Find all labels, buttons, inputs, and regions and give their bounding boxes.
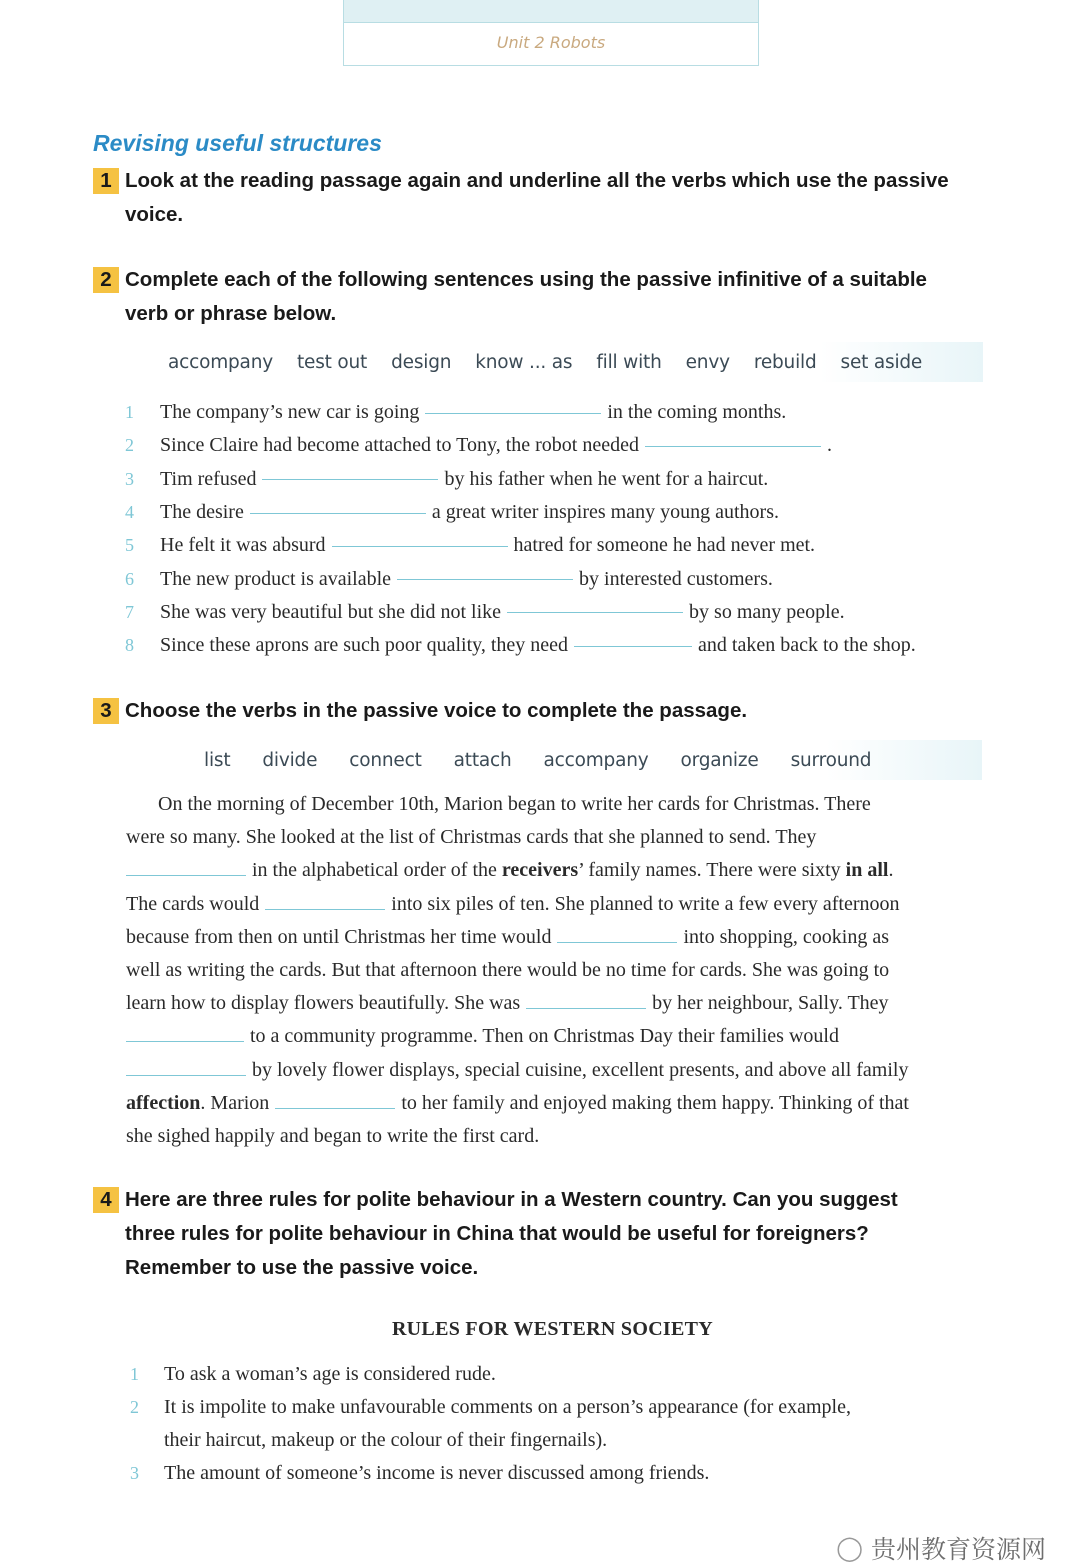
word-bank-item: accompany: [168, 351, 273, 373]
sentence-text: by his father when he went for a haircut.: [444, 467, 769, 490]
passage-line: [126, 921, 1012, 954]
passage-text: to her family and enjoyed making them happy. Thinking of that: [401, 1091, 909, 1114]
sentence-item: [125, 562, 1025, 595]
answer-blank[interactable]: [645, 445, 821, 447]
rules-title: RULES FOR WESTERN SOCIETY: [391, 1318, 714, 1340]
sentence-item: [125, 396, 1025, 429]
rule-text: To ask a woman’s age is considered rude.: [164, 1363, 496, 1385]
word-bank-item: envy: [685, 351, 730, 373]
header-band: [344, 0, 758, 23]
sentence-item: [125, 429, 1025, 462]
sentence-text: .: [826, 434, 832, 457]
sentence-text: Tim refused: [160, 467, 257, 490]
rule-number: 1: [130, 1364, 139, 1384]
word-bank-item: surround: [790, 749, 872, 771]
rule-number: 3: [130, 1463, 139, 1483]
passage-text: because from then on until Christmas her time would: [126, 925, 552, 948]
rule-item: [130, 1391, 1010, 1457]
rules-list: [130, 1358, 1010, 1490]
passage-text: .: [888, 859, 894, 882]
answer-blank[interactable]: [250, 512, 426, 514]
answer-blank[interactable]: [332, 545, 508, 547]
cloze-passage: [126, 788, 1012, 1153]
passage-line: [126, 987, 1012, 1020]
unit-label: Unit 2 Robots: [496, 33, 606, 52]
passage-text: into shopping, cooking as: [683, 925, 890, 948]
task-3-line-1: Choose the verbs in the passive voice to complete the passage.: [125, 699, 748, 722]
wechat-icon: ◯: [836, 1534, 863, 1562]
answer-blank[interactable]: [126, 874, 246, 876]
answer-blank[interactable]: [425, 412, 601, 414]
answer-blank[interactable]: [126, 1040, 244, 1042]
sentence-item: [125, 529, 1025, 562]
passage-line: well as writing the cards. But that afternoon there would be no time for cards. She was going to: [126, 958, 890, 981]
passage-line: On the morning of December 10th, Marion began to write her cards for Christmas. There: [158, 793, 871, 815]
passage-bold-text: affection: [126, 1091, 201, 1114]
passage-line: [126, 1054, 1012, 1087]
word-bank-item: design: [391, 351, 452, 373]
word-bank-item: connect: [349, 749, 422, 771]
passage-text: to a community programme. Then on Christmas Day their families would: [250, 1025, 839, 1048]
word-bank-item: list: [204, 749, 231, 771]
answer-blank[interactable]: [126, 1074, 246, 1076]
word-bank-item: divide: [262, 749, 318, 771]
task-4-line-1: Here are three rules for polite behaviour in a Western country. Can you suggest: [125, 1188, 898, 1211]
rule-item: [130, 1358, 1010, 1391]
word-bank-task-2: [168, 342, 983, 382]
task-4-line-3: Remember to use the passive voice.: [125, 1256, 479, 1279]
passage-text: learn how to display flowers beautifully. She was: [126, 992, 521, 1015]
sentence-item: [125, 463, 1025, 496]
word-bank-item: rebuild: [753, 351, 817, 373]
answer-blank[interactable]: [265, 908, 385, 910]
sentence-number: 4: [125, 502, 134, 523]
passage-line: [126, 854, 1012, 887]
sentence-text: by interested customers.: [579, 567, 773, 590]
sentence-item: [125, 629, 1025, 662]
sentence-text: The company’s new car is going: [160, 401, 420, 424]
rule-item: [130, 1457, 1010, 1490]
watermark-text: 贵州教育资源网: [870, 1535, 1046, 1564]
task-number-badge: 1: [93, 168, 119, 194]
answer-blank[interactable]: [574, 645, 692, 647]
passage-text: by lovely flower displays, special cuisine, excellent presents, and above all family: [252, 1058, 909, 1081]
sentence-number: 6: [125, 568, 134, 589]
word-bank-item: fill with: [596, 351, 662, 373]
rule-text: The amount of someone’s income is never discussed among friends.: [164, 1462, 710, 1484]
word-bank-item: test out: [296, 351, 368, 373]
rule-text: [164, 1391, 851, 1457]
sentence-text: hatred for someone he had never met.: [513, 534, 816, 557]
word-bank-item: attach: [453, 749, 512, 771]
passage-bold-text: in all: [845, 859, 889, 882]
answer-blank[interactable]: [275, 1107, 395, 1109]
task-2: [93, 263, 1015, 331]
sentence-number: 8: [125, 635, 134, 656]
sentence-item: [125, 596, 1025, 629]
sentence-text: Since Claire had become attached to Tony, the robot needed: [160, 434, 639, 457]
sentence-text: by so many people.: [689, 600, 845, 623]
unit-header: [343, 0, 759, 66]
rule-text-line: their haircut, makeup or the colour of their fingernails).: [164, 1429, 608, 1451]
passage-line: she sighed happily and began to write the first card.: [126, 1124, 540, 1147]
section-heading: Revising useful structures: [93, 130, 382, 156]
rule-number: 2: [130, 1397, 139, 1417]
word-bank-task-3: [204, 740, 982, 780]
word-bank-item: set aside: [840, 351, 923, 373]
sentence-number: 2: [125, 435, 134, 456]
sentence-number: 7: [125, 601, 134, 622]
passage-text: . Marion: [200, 1091, 270, 1114]
passage-bold-text: receivers: [501, 859, 579, 882]
answer-blank[interactable]: [507, 611, 683, 613]
passage-line: [126, 1087, 1012, 1120]
answer-blank[interactable]: [526, 1007, 646, 1009]
task-2-line-1: Complete each of the following sentences using the passive infinitive of a suitable: [125, 268, 927, 291]
task-3: [93, 694, 1015, 728]
passage-text: by her neighbour, Sally. They: [652, 992, 889, 1015]
watermark: [836, 1530, 1046, 1566]
passage-text: in the alphabetical order of the: [252, 859, 502, 882]
rule-text-line: It is impolite to make unfavourable comments on a person’s appearance (for example,: [164, 1396, 851, 1418]
task-number-badge: 3: [93, 698, 119, 724]
word-bank-item: know ... as: [475, 351, 573, 373]
task-1: [93, 164, 1015, 232]
task-number-badge: 2: [93, 267, 119, 293]
sentence-text: She was very beautiful but she did not like: [160, 600, 502, 623]
task-2-line-2: verb or phrase below.: [125, 302, 337, 325]
answer-blank[interactable]: [557, 941, 677, 943]
sentence-text: Since these aprons are such poor quality, they need: [160, 634, 569, 657]
sentence-list: [125, 396, 1025, 662]
task-1-line-1: Look at the reading passage again and underline all the verbs which use the passive: [125, 169, 949, 192]
sentence-text: The new product is available: [160, 567, 392, 590]
passage-line: were so many. She looked at the list of Christmas cards that she planned to send. They: [126, 826, 817, 849]
task-4: [93, 1183, 1015, 1285]
sentence-item: [125, 496, 1025, 529]
sentence-number: 5: [125, 535, 134, 556]
answer-blank[interactable]: [262, 478, 438, 480]
passage-text: into six piles of ten. She planned to write a few every afternoon: [391, 892, 900, 915]
answer-blank[interactable]: [397, 578, 573, 580]
word-bank-item: accompany: [543, 749, 649, 771]
task-1-line-2: voice.: [125, 203, 184, 226]
sentence-text: a great writer inspires many young authors.: [431, 501, 779, 524]
passage-text: ’ family names. There were sixty: [578, 859, 846, 882]
sentence-text: The desire: [160, 501, 244, 524]
sentence-text: and taken back to the shop.: [698, 634, 916, 657]
word-bank-item: organize: [680, 749, 759, 771]
task-number-badge: 4: [93, 1187, 119, 1213]
sentence-number: 1: [125, 402, 134, 423]
task-4-line-2: three rules for polite behaviour in China that would be useful for foreigners?: [125, 1222, 869, 1245]
sentence-number: 3: [125, 468, 134, 489]
passage-line: [126, 1020, 1012, 1053]
sentence-text: He felt it was absurd: [160, 534, 326, 557]
passage-line: [126, 888, 1012, 921]
sentence-text: in the coming months.: [607, 401, 787, 424]
passage-text: The cards would: [126, 892, 260, 915]
